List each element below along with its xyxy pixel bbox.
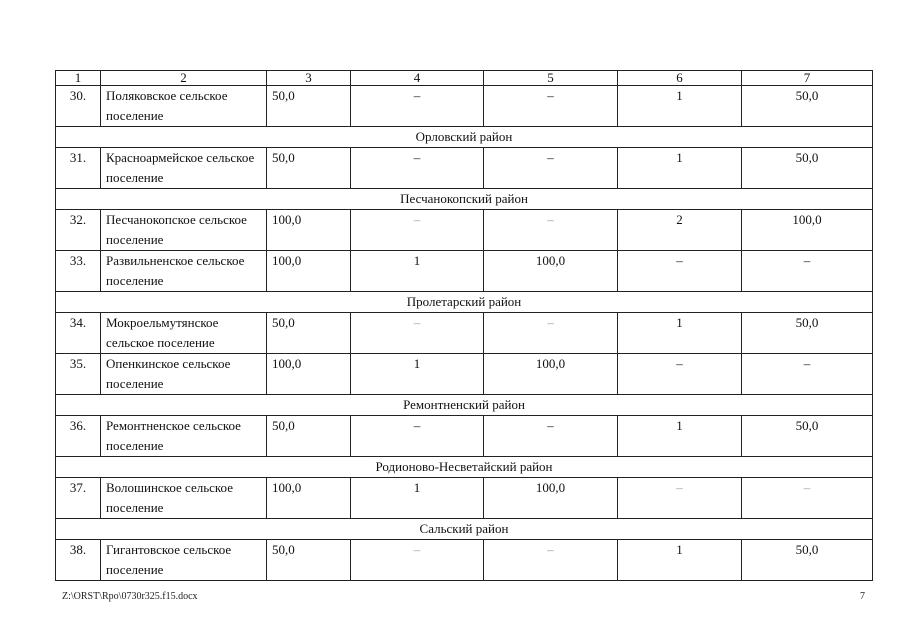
settlement-name: Развильненское сельское поселение bbox=[101, 251, 267, 292]
header-cell: 4 bbox=[351, 71, 484, 86]
col6-value: 1 bbox=[618, 416, 742, 457]
col4-value: – bbox=[351, 210, 484, 251]
col7-value: 50,0 bbox=[742, 313, 873, 354]
col6-value: 2 bbox=[618, 210, 742, 251]
settlement-name: Волошинское сельское поселение bbox=[101, 478, 267, 519]
col4-value: 1 bbox=[351, 251, 484, 292]
district-title: Песчанокопский район bbox=[56, 189, 873, 210]
district-title: Родионово-Несветайский район bbox=[56, 457, 873, 478]
district-section-row bbox=[56, 127, 873, 148]
col7-value: – bbox=[742, 251, 873, 292]
col7-value: – bbox=[742, 478, 873, 519]
col5-value: – bbox=[484, 540, 618, 581]
row-number: 38. bbox=[56, 540, 101, 581]
table-row bbox=[56, 416, 873, 457]
settlement-name: Красноармейское сельское поселение bbox=[101, 148, 267, 189]
district-section-row bbox=[56, 189, 873, 210]
col3-value: 50,0 bbox=[267, 148, 351, 189]
settlement-name: Поляковское сельское поселение bbox=[101, 86, 267, 127]
settlement-name: Песчанокопское сельское поселение bbox=[101, 210, 267, 251]
data-table bbox=[55, 70, 873, 581]
header-row bbox=[56, 71, 873, 86]
col3-value: 50,0 bbox=[267, 540, 351, 581]
col6-value: 1 bbox=[618, 313, 742, 354]
col6-value: 1 bbox=[618, 540, 742, 581]
row-number: 35. bbox=[56, 354, 101, 395]
col5-value: – bbox=[484, 148, 618, 189]
col7-value: 50,0 bbox=[742, 148, 873, 189]
table-row bbox=[56, 148, 873, 189]
col3-value: 50,0 bbox=[267, 86, 351, 127]
settlement-name: Ремонтненское сельское поселение bbox=[101, 416, 267, 457]
row-number: 30. bbox=[56, 86, 101, 127]
district-title: Орловский район bbox=[56, 127, 873, 148]
col6-value: – bbox=[618, 251, 742, 292]
table-row bbox=[56, 540, 873, 581]
col4-value: 1 bbox=[351, 478, 484, 519]
col5-value: 100,0 bbox=[484, 251, 618, 292]
table-row bbox=[56, 86, 873, 127]
header-cell: 1 bbox=[56, 71, 101, 86]
col6-value: 1 bbox=[618, 86, 742, 127]
header-cell: 2 bbox=[101, 71, 267, 86]
col7-value: 50,0 bbox=[742, 540, 873, 581]
col3-value: 50,0 bbox=[267, 416, 351, 457]
settlement-name: Опенкинское сельское поселение bbox=[101, 354, 267, 395]
col5-value: 100,0 bbox=[484, 478, 618, 519]
col6-value: – bbox=[618, 354, 742, 395]
table-row bbox=[56, 251, 873, 292]
col7-value: 100,0 bbox=[742, 210, 873, 251]
page-number: 7 bbox=[860, 591, 865, 602]
table-row bbox=[56, 313, 873, 354]
col4-value: – bbox=[351, 86, 484, 127]
header-cell: 5 bbox=[484, 71, 618, 86]
file-path: Z:\ORST\Rpo\0730r325.f15.docx bbox=[62, 591, 198, 602]
settlement-name: Гигантовское сельское поселение bbox=[101, 540, 267, 581]
col3-value: 100,0 bbox=[267, 478, 351, 519]
district-title: Ремонтненский район bbox=[56, 395, 873, 416]
col3-value: 50,0 bbox=[267, 313, 351, 354]
table-row bbox=[56, 478, 873, 519]
table-row bbox=[56, 354, 873, 395]
district-title: Сальский район bbox=[56, 519, 873, 540]
col5-value: – bbox=[484, 86, 618, 127]
col6-value: 1 bbox=[618, 148, 742, 189]
row-number: 32. bbox=[56, 210, 101, 251]
col5-value: – bbox=[484, 416, 618, 457]
district-title: Пролетарский район bbox=[56, 292, 873, 313]
col6-value: – bbox=[618, 478, 742, 519]
district-section-row bbox=[56, 457, 873, 478]
settlement-name: Мокроельмутянское сельское поселение bbox=[101, 313, 267, 354]
header-cell: 3 bbox=[267, 71, 351, 86]
col3-value: 100,0 bbox=[267, 354, 351, 395]
col3-value: 100,0 bbox=[267, 251, 351, 292]
district-section-row bbox=[56, 519, 873, 540]
row-number: 31. bbox=[56, 148, 101, 189]
col7-value: 50,0 bbox=[742, 416, 873, 457]
row-number: 36. bbox=[56, 416, 101, 457]
col5-value: – bbox=[484, 210, 618, 251]
header-cell: 6 bbox=[618, 71, 742, 86]
district-section-row bbox=[56, 292, 873, 313]
col5-value: – bbox=[484, 313, 618, 354]
district-section-row bbox=[56, 395, 873, 416]
row-number: 33. bbox=[56, 251, 101, 292]
table-body bbox=[56, 71, 873, 581]
col4-value: – bbox=[351, 416, 484, 457]
col7-value: 50,0 bbox=[742, 86, 873, 127]
col7-value: – bbox=[742, 354, 873, 395]
row-number: 37. bbox=[56, 478, 101, 519]
col4-value: – bbox=[351, 540, 484, 581]
col4-value: – bbox=[351, 313, 484, 354]
col4-value: – bbox=[351, 148, 484, 189]
col4-value: 1 bbox=[351, 354, 484, 395]
table-row bbox=[56, 210, 873, 251]
col5-value: 100,0 bbox=[484, 354, 618, 395]
row-number: 34. bbox=[56, 313, 101, 354]
col3-value: 100,0 bbox=[267, 210, 351, 251]
header-cell: 7 bbox=[742, 71, 873, 86]
